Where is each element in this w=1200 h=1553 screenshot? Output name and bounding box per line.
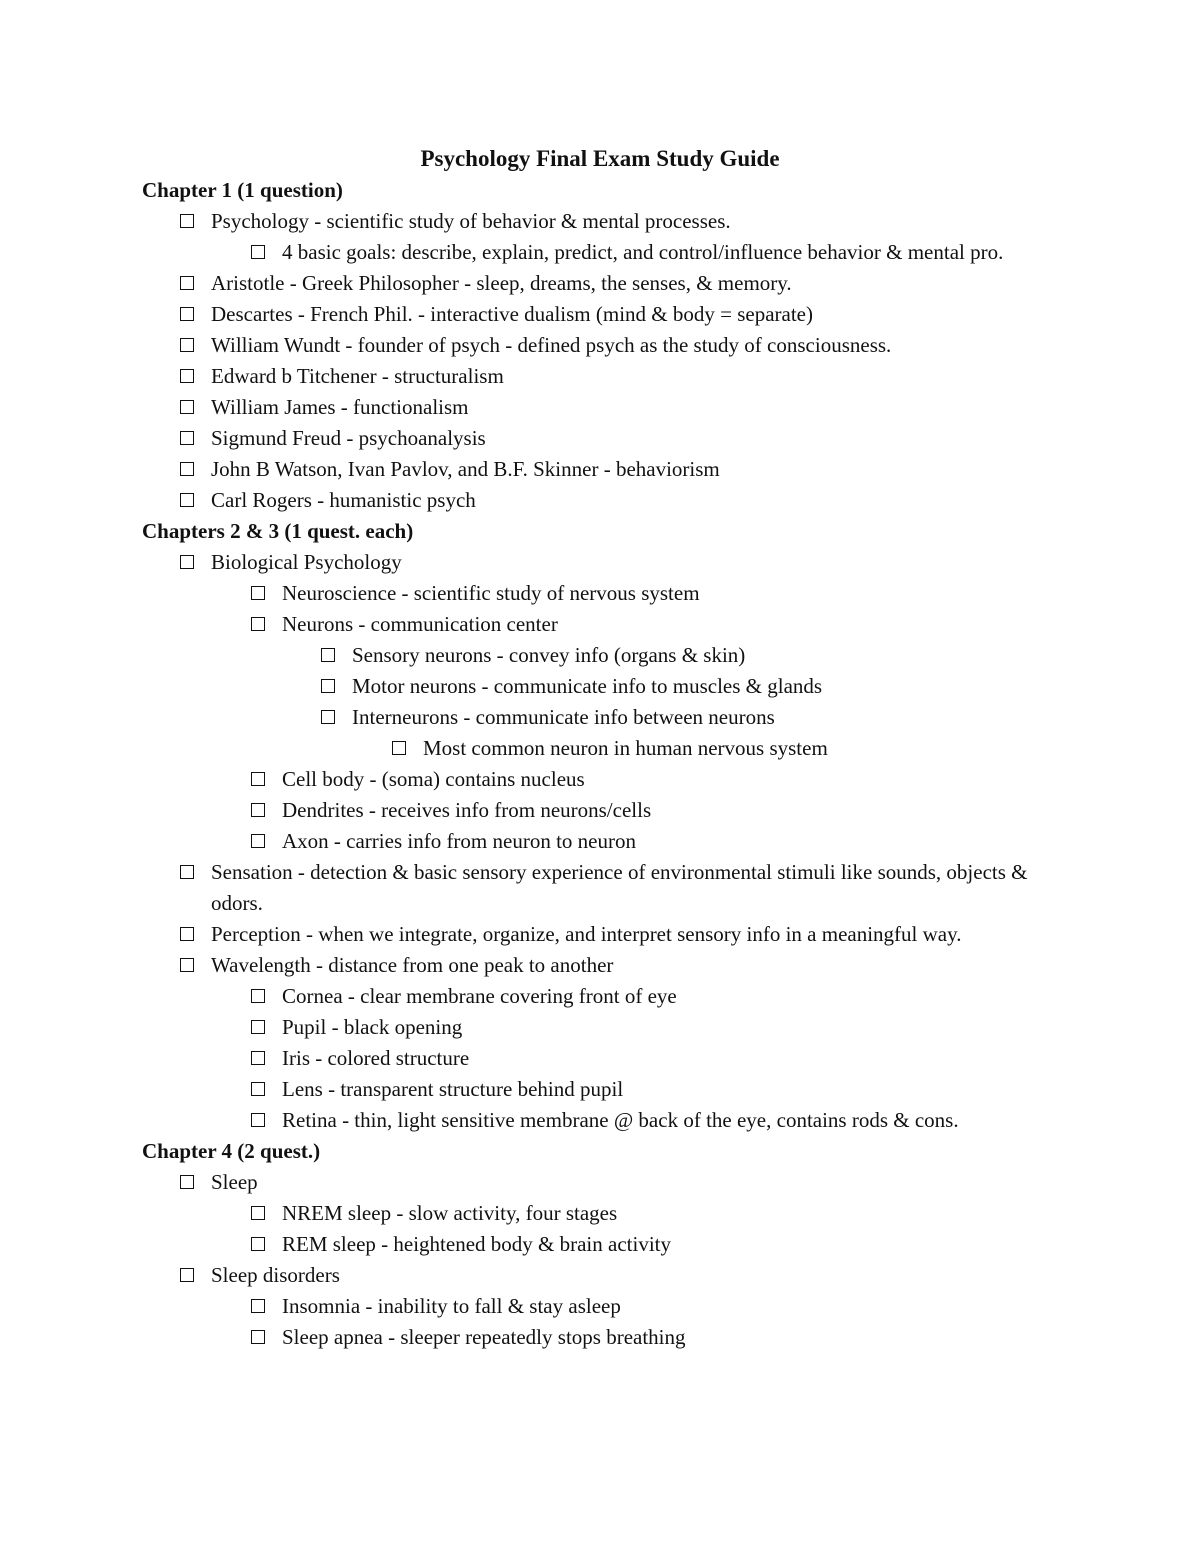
item-text: Pupil - black opening (282, 1015, 463, 1039)
item-text: William Wundt - founder of psych - defined psych as the study of consciousness. (211, 333, 892, 357)
checklist-item (142, 1043, 1072, 1074)
checklist-item (142, 237, 1072, 268)
item-text: Insomnia - inability to fall & stay asleep (282, 1294, 621, 1318)
checkbox-icon[interactable] (180, 338, 194, 352)
item-text: John B Watson, Ivan Pavlov, and B.F. Skinner - behaviorism (211, 457, 720, 481)
study-guide-content (142, 175, 1072, 1353)
item-text: NREM sleep - slow activity, four stages (282, 1201, 618, 1225)
section-heading-chapter-4: Chapter 4 (2 quest.) (142, 1139, 321, 1163)
item-text: Interneurons - communicate info between neurons (352, 705, 775, 729)
item-text: REM sleep - heightened body & brain activity (282, 1232, 671, 1256)
checkbox-icon[interactable] (251, 1051, 265, 1065)
checkbox-icon[interactable] (251, 1020, 265, 1034)
checkbox-icon[interactable] (180, 462, 194, 476)
item-text: Sensation - detection & basic sensory experience of environmental stimuli like sounds, objects & odors. (211, 860, 1028, 915)
item-text: Biological Psychology (211, 550, 402, 574)
item-text: Aristotle - Greek Philosopher - sleep, dreams, the senses, & memory. (211, 271, 792, 295)
checkbox-icon[interactable] (251, 803, 265, 817)
section-heading-chapters-2-3: Chapters 2 & 3 (1 quest. each) (142, 519, 414, 543)
section-heading-chapter-1: Chapter 1 (1 question) (142, 178, 343, 202)
checklist-item (142, 1198, 1072, 1229)
page-title: Psychology Final Exam Study Guide (420, 146, 780, 171)
checkbox-icon[interactable] (180, 555, 194, 569)
checkbox-icon[interactable] (251, 772, 265, 786)
checklist-item (142, 609, 1072, 640)
checklist-item (142, 1260, 1072, 1291)
checklist-item (142, 919, 1072, 950)
checkbox-icon[interactable] (251, 834, 265, 848)
checkbox-icon[interactable] (251, 989, 265, 1003)
item-text: Iris - colored structure (282, 1046, 470, 1070)
checklist-item (142, 1229, 1072, 1260)
item-text: Axon - carries info from neuron to neuron (282, 829, 636, 853)
checkbox-icon[interactable] (180, 493, 194, 507)
item-text: Retina - thin, light sensitive membrane @ back of the eye, contains rods & cons. (282, 1108, 959, 1132)
checkbox-icon[interactable] (180, 958, 194, 972)
item-text: Cell body - (soma) contains nucleus (282, 767, 585, 791)
checklist-item (142, 640, 1072, 671)
item-text: Sensory neurons - convey info (organs & skin) (352, 643, 746, 667)
checklist-item (142, 299, 1072, 330)
checklist-item (142, 981, 1072, 1012)
checklist-item (142, 1322, 1072, 1353)
checkbox-icon[interactable] (251, 586, 265, 600)
item-text: Sleep (211, 1170, 258, 1194)
checklist-item (142, 764, 1072, 795)
item-text: Psychology - scientific study of behavior & mental processes. (211, 209, 731, 233)
checkbox-icon[interactable] (251, 1206, 265, 1220)
checkbox-icon[interactable] (251, 245, 265, 259)
item-text: Carl Rogers - humanistic psych (211, 488, 476, 512)
checklist-item (142, 1012, 1072, 1043)
checklist-item (142, 330, 1072, 361)
checkbox-icon[interactable] (180, 1268, 194, 1282)
checklist-item (142, 826, 1072, 857)
item-text: Descartes - French Phil. - interactive dualism (mind & body = separate) (211, 302, 813, 326)
checklist-item (142, 361, 1072, 392)
checkbox-icon[interactable] (180, 307, 194, 321)
checklist-item (142, 454, 1072, 485)
checklist-item (142, 857, 1072, 919)
checkbox-icon[interactable] (180, 865, 194, 879)
checkbox-icon[interactable] (180, 214, 194, 228)
item-text: Most common neuron in human nervous system (423, 736, 828, 760)
checklist-item (142, 423, 1072, 454)
checkbox-icon[interactable] (251, 1082, 265, 1096)
checkbox-icon[interactable] (392, 741, 406, 755)
checkbox-icon[interactable] (321, 679, 335, 693)
checklist-item (142, 1291, 1072, 1322)
checklist-item (142, 268, 1072, 299)
item-text: Perception - when we integrate, organize, and interpret sensory info in a meaningful way. (211, 922, 962, 946)
checkbox-icon[interactable] (251, 1330, 265, 1344)
checkbox-icon[interactable] (251, 1299, 265, 1313)
checkbox-icon[interactable] (180, 400, 194, 414)
item-text: Sigmund Freud - psychoanalysis (211, 426, 486, 450)
checklist-item (142, 1167, 1072, 1198)
checklist-item (142, 950, 1072, 981)
checkbox-icon[interactable] (180, 276, 194, 290)
checkbox-icon[interactable] (180, 1175, 194, 1189)
item-text: Edward b Titchener - structuralism (211, 364, 504, 388)
checklist-item (142, 671, 1072, 702)
checklist-item (142, 733, 1072, 764)
checklist-item (142, 485, 1072, 516)
checklist-item (142, 392, 1072, 423)
item-text: Sleep disorders (211, 1263, 340, 1287)
item-text: 4 basic goals: describe, explain, predict, and control/influence behavior & mental pro. (282, 240, 1004, 264)
checklist-item (142, 206, 1072, 237)
checklist-item (142, 547, 1072, 578)
checkbox-icon[interactable] (251, 617, 265, 631)
checkbox-icon[interactable] (251, 1237, 265, 1251)
item-text: Motor neurons - communicate info to muscles & glands (352, 674, 823, 698)
item-text: Neurons - communication center (282, 612, 558, 636)
checkbox-icon[interactable] (180, 431, 194, 445)
checklist-item (142, 795, 1072, 826)
checkbox-icon[interactable] (321, 710, 335, 724)
item-text: Dendrites - receives info from neurons/cells (282, 798, 652, 822)
checkbox-icon[interactable] (321, 648, 335, 662)
checklist-item (142, 1074, 1072, 1105)
item-text: Sleep apnea - sleeper repeatedly stops breathing (282, 1325, 686, 1349)
item-text: Lens - transparent structure behind pupil (282, 1077, 624, 1101)
item-text: Neuroscience - scientific study of nervous system (282, 581, 700, 605)
checkbox-icon[interactable] (180, 369, 194, 383)
checkbox-icon[interactable] (251, 1113, 265, 1127)
checkbox-icon[interactable] (180, 927, 194, 941)
checklist-item (142, 1105, 1072, 1136)
checklist-item (142, 702, 1072, 733)
checklist-item (142, 578, 1072, 609)
item-text: William James - functionalism (211, 395, 469, 419)
item-text: Wavelength - distance from one peak to another (211, 953, 614, 977)
item-text: Cornea - clear membrane covering front of eye (282, 984, 677, 1008)
